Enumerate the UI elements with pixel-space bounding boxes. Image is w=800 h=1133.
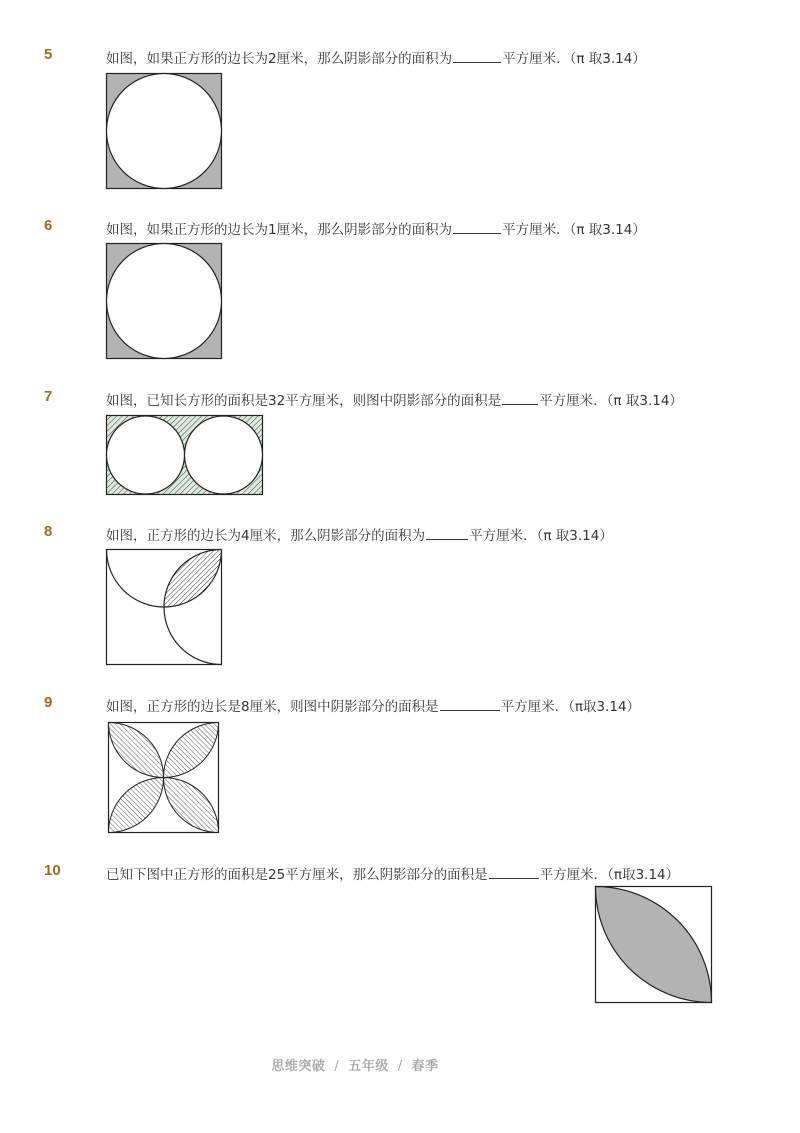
figure-square-inscribed-circle	[106, 73, 222, 189]
question-text-after: 平方厘米．（π取3.14）	[500, 699, 641, 715]
question-number: 9	[44, 694, 53, 711]
question-text	[106, 218, 646, 238]
answer-blank[interactable]	[453, 61, 501, 63]
question-number: 5	[44, 46, 53, 63]
circle-shape	[107, 74, 222, 189]
question-text-after: 平方厘米．（π 取3.14）	[502, 222, 646, 238]
question-number: 8	[44, 523, 53, 540]
figure-square-leaf	[595, 886, 712, 1003]
footer-season: 春季	[411, 1059, 439, 1074]
question-text	[106, 389, 683, 409]
question-text-after: 平方厘米．（π取3.14）	[539, 867, 680, 883]
answer-blank[interactable]	[502, 403, 538, 405]
footer-grade: 五年级	[348, 1059, 389, 1074]
question-number: 7	[44, 388, 53, 405]
question-number: 6	[44, 217, 53, 234]
question-text-before: 已知下图中正方形的面积是25平方厘米，那么阴影部分的面积是	[106, 867, 488, 883]
question-text-before: 如图，如果正方形的边长为1厘米，那么阴影部分的面积为	[106, 222, 453, 238]
question-text-before: 如图，正方形的边长是8厘米，则图中阴影部分的面积是	[106, 699, 439, 715]
question-text	[106, 695, 640, 715]
answer-blank[interactable]	[426, 538, 468, 540]
question-text	[106, 524, 613, 544]
question-text-after: 平方厘米．（π 取3.14）	[469, 528, 613, 544]
answer-blank[interactable]	[440, 709, 500, 711]
footer-separator: /	[334, 1059, 340, 1074]
page-footer	[0, 1055, 710, 1074]
question-text-before: 如图，已知长方形的面积是32平方厘米，则图中阴影部分的面积是	[106, 393, 502, 409]
circle-shape	[107, 244, 222, 359]
answer-blank[interactable]	[453, 232, 501, 234]
question-text-before: 如图，如果正方形的边长为2厘米，那么阴影部分的面积为	[106, 51, 453, 67]
figure-rectangle-two-circles	[106, 415, 263, 495]
footer-separator: /	[397, 1059, 403, 1074]
question-text-before: 如图，正方形的边长为4厘米，那么阴影部分的面积为	[106, 528, 426, 544]
question-text-after: 平方厘米．（π 取3.14）	[539, 393, 683, 409]
question-number: 10	[44, 862, 61, 879]
question-text	[106, 47, 646, 67]
question-text	[106, 863, 679, 883]
figure-square-four-petals	[108, 722, 219, 833]
left-circle-shape	[107, 416, 185, 494]
figure-square-two-semicircles	[106, 549, 222, 665]
figure-square-inscribed-circle	[106, 243, 222, 359]
right-circle-shape	[185, 416, 263, 494]
question-text-after: 平方厘米．（π 取3.14）	[502, 51, 646, 67]
footer-series: 思维突破	[271, 1059, 326, 1074]
answer-blank[interactable]	[489, 877, 539, 879]
